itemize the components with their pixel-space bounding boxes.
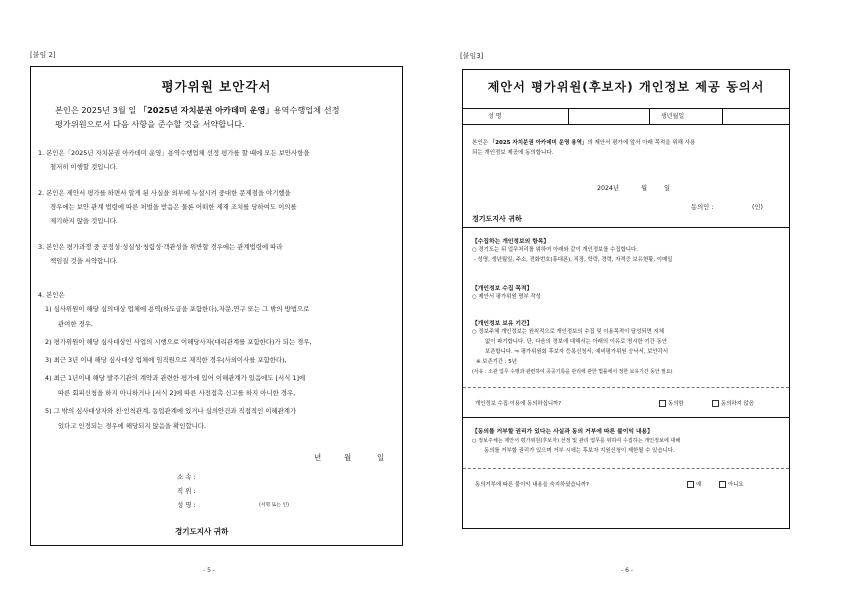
- no-option[interactable]: 아니요: [719, 481, 744, 490]
- disagree-option[interactable]: 동의하지 않음: [712, 400, 754, 409]
- consent-statement: 본인은 「2025 자치분권 아카데미 운영 용역」의 제안서 평가에 앞서 아래 목적을 위해 사용 되는 개인정보 제공에 동의합니다.: [472, 140, 696, 156]
- name-header: 성 명: [488, 113, 502, 120]
- date-month: 월: [641, 185, 648, 192]
- section-text: (사유 : 소관 업무 수행과 관련하여 공공기록을 관리에 관한 법률에서 정한 보유기간 동안 필요): [472, 369, 673, 375]
- intro-text-post: 용역수행업체 선정: [273, 105, 340, 115]
- affiliation-label: 소 속 :: [177, 473, 196, 481]
- name-label: 성 명 :: [177, 501, 196, 509]
- privacy-consent-form: [462, 69, 790, 529]
- pledge-item: 1. 본인은「2025년 자치분권 아카데미 운영」용역수행업체 선정 평가를 할 때에 모든 보안사항을: [38, 149, 310, 157]
- pledge-item: 제기하지 않을 것입니다.: [50, 217, 118, 225]
- no-checkbox[interactable]: [719, 481, 726, 488]
- section-text: 없이 파기합니다. 단, 다음의 정보에 대해서는 아래의 이유로 명시한 기간 동안: [485, 339, 667, 345]
- pledge-item: 3. 본인은 평가과정 중 공정성·성실성·청렴성·객관성을 위반할 경우에는 관계법령에 따라: [38, 243, 283, 251]
- agree-checkbox[interactable]: [659, 400, 666, 407]
- date-year: 2024년: [597, 185, 620, 192]
- pledge-subitem: 3) 최근 3년 이내 해당 심사대상 업체에 임직원으로 재직한 경우(사외이사를 포함한다),: [45, 356, 287, 364]
- section-heading-items: 【수집하는 개인정보의 항목】: [472, 239, 550, 245]
- pledge-item: 경우에는 보안 관계 법령에 따른 처벌을 받음은 물론 어떠한 제재 조치를 당하여도 이의를: [50, 203, 297, 211]
- section-text: ※ 보존기간 : 5년: [476, 359, 517, 365]
- attachment-tag: [붙임3]: [460, 52, 484, 60]
- acknowledge-question: 동의거부에 따른 불이익 내용을 숙지하셨습니까?: [475, 482, 589, 488]
- position-label: 직 위 :: [177, 487, 196, 495]
- disagree-checkbox[interactable]: [712, 400, 719, 407]
- pledge-subitem: 4) 최근 1년이내 해당 발주기관의 계약과 관련한 평가에 있어 이해관계가 있음에도 [서식 1]에: [45, 374, 306, 382]
- pledge-item: 책임질 것을 서약합니다.: [50, 257, 118, 265]
- birthdate-header: 생년월일: [661, 113, 685, 120]
- section-text: ○ 정보주체는 제안서 평가위원(후보자) 선정 및 관리 업무를 위하여 수집하는 개인정보에 대해: [472, 438, 681, 444]
- consenter-label: 동의인 :: [691, 204, 714, 211]
- consent-project-name: 「2025 자치분권 아카데미 운영 용역」: [489, 140, 588, 146]
- section-heading-retention: 【개인정보 보유 기간】: [472, 321, 533, 327]
- page-number: - 5 -: [203, 567, 215, 574]
- intro-project-name: 「2025년 자치분권 아카데미 운영」: [138, 105, 274, 115]
- section-heading-refusal: 【동의를 거부할 권리가 있다는 사실과 동의 거부에 따른 불이익 내용】: [472, 429, 653, 435]
- pledge-item: 4. 본인은: [38, 291, 65, 299]
- pledge-subitem: 5) 그 밖의 심사대상자와 친·인척관계, 동업관계에 있거나 심의안건과 직접적인 이해관계가: [45, 407, 297, 415]
- pledge-subitem: 1) 심사위원이 해당 심의대상 업체에 용역(하도급을 포함한다),자문,연구 또는 그 밖의 방법으로: [45, 305, 310, 313]
- yes-checkbox[interactable]: [687, 481, 694, 488]
- section-text: - 성명, 생년월일, 주소, 전화번호(휴대폰), 직장, 학력, 경력, 자격증 보유현황, 이메일: [474, 257, 673, 263]
- pledge-item: 2. 본인은 제안서 평가를 하면서 알게 된 사실을 외부에 누설시켜 중대한 문제점을 야기했을: [38, 189, 291, 197]
- pledge-intro: [55, 103, 400, 131]
- addressee: 경기도지사 귀하: [472, 215, 522, 223]
- section-text: ○ 정보주체 개인정보는 원칙적으로 개인정보의 수집 및 이용목적이 달성되면 지체: [472, 329, 664, 335]
- page-title: 제안서 평가위원(후보자) 개인정보 제공 동의서: [487, 80, 765, 94]
- security-pledge-form: [30, 66, 403, 546]
- pledge-subitem: 따른 회피신청을 하지 아니하거나 [서식 2]에 따른 사전접촉 신고를 하지 아니한 경우,: [58, 389, 296, 397]
- pledge-subitem: 2) 평가위원이 해당 심사대상인 사업의 시행으로 이해당사자(대리관계를 포함한다)가 되는 경우,: [45, 338, 312, 346]
- section-text: 보존합니다. ⇒ 평가위원회 후보자 등록신청서, 예비평가위원 승낙서, 보안각서: [485, 349, 669, 355]
- date-year: 년: [314, 453, 322, 462]
- date-month: 월: [344, 453, 352, 462]
- agree-option[interactable]: 동의함: [659, 400, 684, 409]
- yes-option[interactable]: 예: [687, 481, 701, 490]
- section-text: 동의를 거부할 권리가 있으며 거부 시에는 후보자 지원신청이 제한될 수 있습니다.: [484, 448, 675, 454]
- consent-question: 개인정보 수집·이용에 동의하십니까?: [475, 401, 562, 407]
- page-title: 평가위원 보안각서: [161, 79, 272, 94]
- signature-note: (서명 또는 인): [259, 503, 289, 508]
- date-day: 일: [664, 185, 671, 192]
- section-text: ○ 경기도는 뒤 업무처리를 위하여 아래와 같이 개인정보를 수집합니다.: [472, 247, 638, 253]
- pledge-subitem: 관여한 경우,: [58, 320, 93, 328]
- section-text: ○ 제안서 평가위원 명부 작성: [472, 294, 541, 300]
- seal-mark: (인): [752, 204, 763, 211]
- section-heading-purpose: 【개인정보 수집 목적】: [472, 286, 533, 292]
- intro-text-pre: 본인은 2025년 3월 일: [55, 105, 139, 115]
- pledge-subitem: 있다고 인정되는 경우에 해당되지 않음을 확인합니다.: [58, 422, 207, 430]
- page-number: - 6 -: [621, 567, 633, 574]
- pledge-item: 철저히 이행할 것입니다.: [50, 163, 118, 171]
- attachment-tag: [붙임 2]: [30, 51, 56, 59]
- date-day: 일: [377, 453, 385, 462]
- intro-text-line2: 평가위원으로서 다음 사항을 준수할 것을 서약합니다.: [55, 119, 245, 129]
- closing-addressee: 경기도지사 귀하: [175, 527, 229, 536]
